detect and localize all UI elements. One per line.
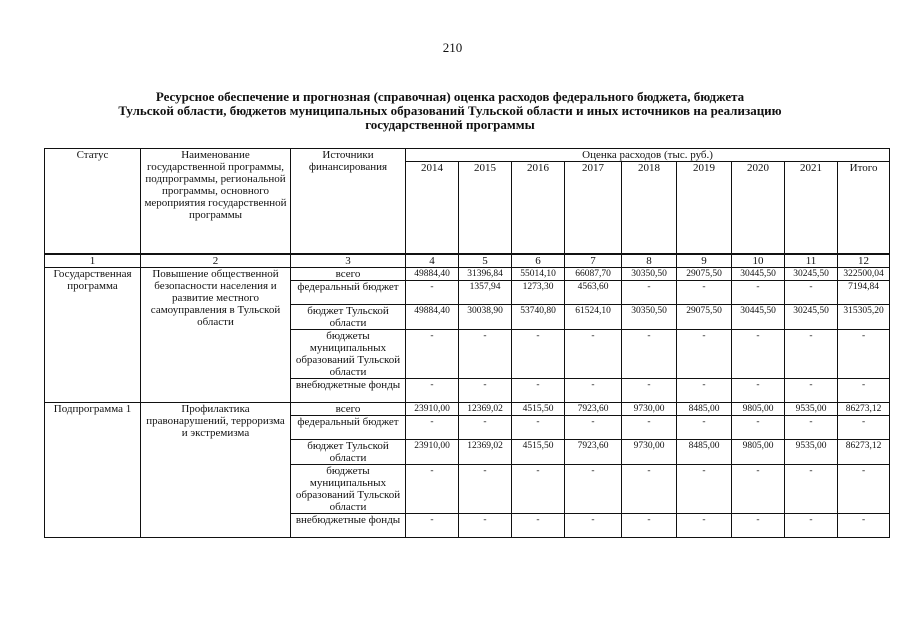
value-cell: - — [406, 281, 459, 305]
column-index-cell: 1 — [45, 254, 141, 268]
value-cell: - — [406, 465, 459, 514]
total-value-cell: - — [838, 514, 890, 538]
header-index-row — [45, 254, 890, 268]
funding-source-cell: бюджеты муниципальных образований Тульской области — [291, 330, 406, 379]
title-line-2: Тульской области, бюджетов муниципальных образований Тульской области и иных источников на реализацию — [118, 103, 782, 118]
value-cell: - — [732, 281, 785, 305]
funding-source-cell: внебюджетные фонды — [291, 514, 406, 538]
value-cell: - — [512, 379, 565, 403]
value-cell: - — [622, 379, 677, 403]
value-cell: 30350,50 — [622, 305, 677, 330]
value-cell: 30350,50 — [622, 268, 677, 281]
resource-table — [44, 148, 890, 538]
column-index-cell: 10 — [732, 254, 785, 268]
funding-source-cell: внебюджетные фонды — [291, 379, 406, 403]
value-cell: - — [732, 465, 785, 514]
value-cell: - — [785, 514, 838, 538]
value-cell: 1273,30 — [512, 281, 565, 305]
value-cell: 29075,50 — [677, 305, 732, 330]
value-cell: - — [732, 379, 785, 403]
value-cell: 30445,50 — [732, 268, 785, 281]
value-cell: 53740,80 — [512, 305, 565, 330]
value-cell: - — [565, 330, 622, 379]
value-cell: 66087,70 — [565, 268, 622, 281]
funding-source-cell: всего — [291, 268, 406, 281]
column-index-cell: 3 — [291, 254, 406, 268]
column-index-cell: 4 — [406, 254, 459, 268]
value-cell: 8485,00 — [677, 403, 732, 416]
value-cell: - — [459, 379, 512, 403]
value-cell: 4515,50 — [512, 440, 565, 465]
value-cell: - — [785, 465, 838, 514]
value-cell: 12369,02 — [459, 403, 512, 416]
total-value-cell: 86273,12 — [838, 403, 890, 416]
value-cell: 30445,50 — [732, 305, 785, 330]
funding-source-cell: всего — [291, 403, 406, 416]
funding-source-cell: бюджеты муниципальных образований Тульской области — [291, 465, 406, 514]
value-cell: - — [622, 281, 677, 305]
header-year-2016: 2016 — [512, 162, 565, 255]
value-cell: - — [732, 330, 785, 379]
program-name-cell: Повышение общественной безопасности населения и развитие местного самоуправления в Тульской области — [141, 268, 291, 403]
total-value-cell: - — [838, 416, 890, 440]
page-number: 210 — [442, 40, 463, 55]
value-cell: - — [459, 330, 512, 379]
total-value-cell: 7194,84 — [838, 281, 890, 305]
header-estimate: Оценка расходов (тыс. руб.) — [406, 149, 890, 162]
header-year-total: Итого — [838, 162, 890, 255]
value-cell: - — [622, 514, 677, 538]
value-cell: 7923,60 — [565, 403, 622, 416]
title-line-3: государственной программы — [365, 117, 535, 132]
column-index-cell: 6 — [512, 254, 565, 268]
total-value-cell: 86273,12 — [838, 440, 890, 465]
column-index-cell: 7 — [565, 254, 622, 268]
value-cell: 23910,00 — [406, 403, 459, 416]
header-year-2018: 2018 — [622, 162, 677, 255]
total-value-cell: 315305,20 — [838, 305, 890, 330]
value-cell: - — [677, 281, 732, 305]
column-index-cell: 2 — [141, 254, 291, 268]
header-row-1 — [45, 149, 890, 162]
value-cell: 49884,40 — [406, 268, 459, 281]
value-cell: 12369,02 — [459, 440, 512, 465]
value-cell: 30245,50 — [785, 268, 838, 281]
value-cell: - — [459, 416, 512, 440]
value-cell: - — [677, 514, 732, 538]
table-row — [45, 403, 890, 416]
total-value-cell: - — [838, 330, 890, 379]
value-cell: - — [406, 514, 459, 538]
value-cell: 7923,60 — [565, 440, 622, 465]
value-cell: 30245,50 — [785, 305, 838, 330]
value-cell: - — [565, 465, 622, 514]
column-index-cell: 5 — [459, 254, 512, 268]
value-cell: - — [677, 465, 732, 514]
header-year-2014: 2014 — [406, 162, 459, 255]
value-cell: - — [565, 416, 622, 440]
funding-source-cell: федеральный бюджет — [291, 281, 406, 305]
header-year-2017: 2017 — [565, 162, 622, 255]
value-cell: 9805,00 — [732, 440, 785, 465]
table-body — [45, 268, 890, 538]
value-cell: - — [622, 330, 677, 379]
total-value-cell: 322500,04 — [838, 268, 890, 281]
header-year-2021: 2021 — [785, 162, 838, 255]
value-cell: 29075,50 — [677, 268, 732, 281]
program-name-cell: Профилактика правонарушений, терроризма и экстремизма — [141, 403, 291, 538]
value-cell: - — [785, 379, 838, 403]
document-title — [60, 90, 840, 132]
header-year-2020: 2020 — [732, 162, 785, 255]
value-cell: - — [406, 330, 459, 379]
header-name: Наименование государственной программы, подпрограммы, региональной программы, основного мероприятия государственной программы — [141, 149, 291, 255]
value-cell: 23910,00 — [406, 440, 459, 465]
value-cell: 31396,84 — [459, 268, 512, 281]
title-line-1: Ресурсное обеспечение и прогнозная (справочная) оценка расходов федерального бюджета, бюджета — [155, 89, 745, 104]
funding-source-cell: бюджет Тульской области — [291, 440, 406, 465]
value-cell: 9730,00 — [622, 403, 677, 416]
value-cell: - — [406, 416, 459, 440]
value-cell: - — [512, 514, 565, 538]
value-cell: - — [459, 465, 512, 514]
value-cell: 4563,60 — [565, 281, 622, 305]
value-cell: - — [732, 416, 785, 440]
column-index-cell: 12 — [838, 254, 890, 268]
value-cell: 30038,90 — [459, 305, 512, 330]
value-cell: - — [512, 465, 565, 514]
value-cell: - — [677, 379, 732, 403]
total-value-cell: - — [838, 379, 890, 403]
value-cell: - — [459, 514, 512, 538]
value-cell: 4515,50 — [512, 403, 565, 416]
value-cell: 8485,00 — [677, 440, 732, 465]
value-cell: - — [785, 330, 838, 379]
column-index-cell: 8 — [622, 254, 677, 268]
value-cell: - — [622, 465, 677, 514]
value-cell: - — [512, 330, 565, 379]
header-year-2015: 2015 — [459, 162, 512, 255]
header-status: Статус — [45, 149, 141, 255]
value-cell: - — [406, 379, 459, 403]
total-value-cell: - — [838, 465, 890, 514]
value-cell: 55014,10 — [512, 268, 565, 281]
value-cell: - — [785, 416, 838, 440]
value-cell: 9730,00 — [622, 440, 677, 465]
value-cell: - — [677, 416, 732, 440]
header-sources: Источники финансирования — [291, 149, 406, 255]
value-cell: - — [677, 330, 732, 379]
value-cell: - — [565, 514, 622, 538]
column-index-cell: 11 — [785, 254, 838, 268]
value-cell: 9535,00 — [785, 440, 838, 465]
column-index-cell: 9 — [677, 254, 732, 268]
value-cell: 9805,00 — [732, 403, 785, 416]
value-cell: 49884,40 — [406, 305, 459, 330]
value-cell: - — [785, 281, 838, 305]
value-cell: 61524,10 — [565, 305, 622, 330]
table-row — [45, 268, 890, 281]
value-cell: - — [732, 514, 785, 538]
value-cell: - — [622, 416, 677, 440]
funding-source-cell: федеральный бюджет — [291, 416, 406, 440]
funding-source-cell: бюджет Тульской области — [291, 305, 406, 330]
value-cell: 1357,94 — [459, 281, 512, 305]
value-cell: - — [512, 416, 565, 440]
value-cell: 9535,00 — [785, 403, 838, 416]
header-year-2019: 2019 — [677, 162, 732, 255]
value-cell: - — [565, 379, 622, 403]
status-cell: Подпрограмма 1 — [45, 403, 141, 538]
status-cell: Государственная программа — [45, 268, 141, 403]
